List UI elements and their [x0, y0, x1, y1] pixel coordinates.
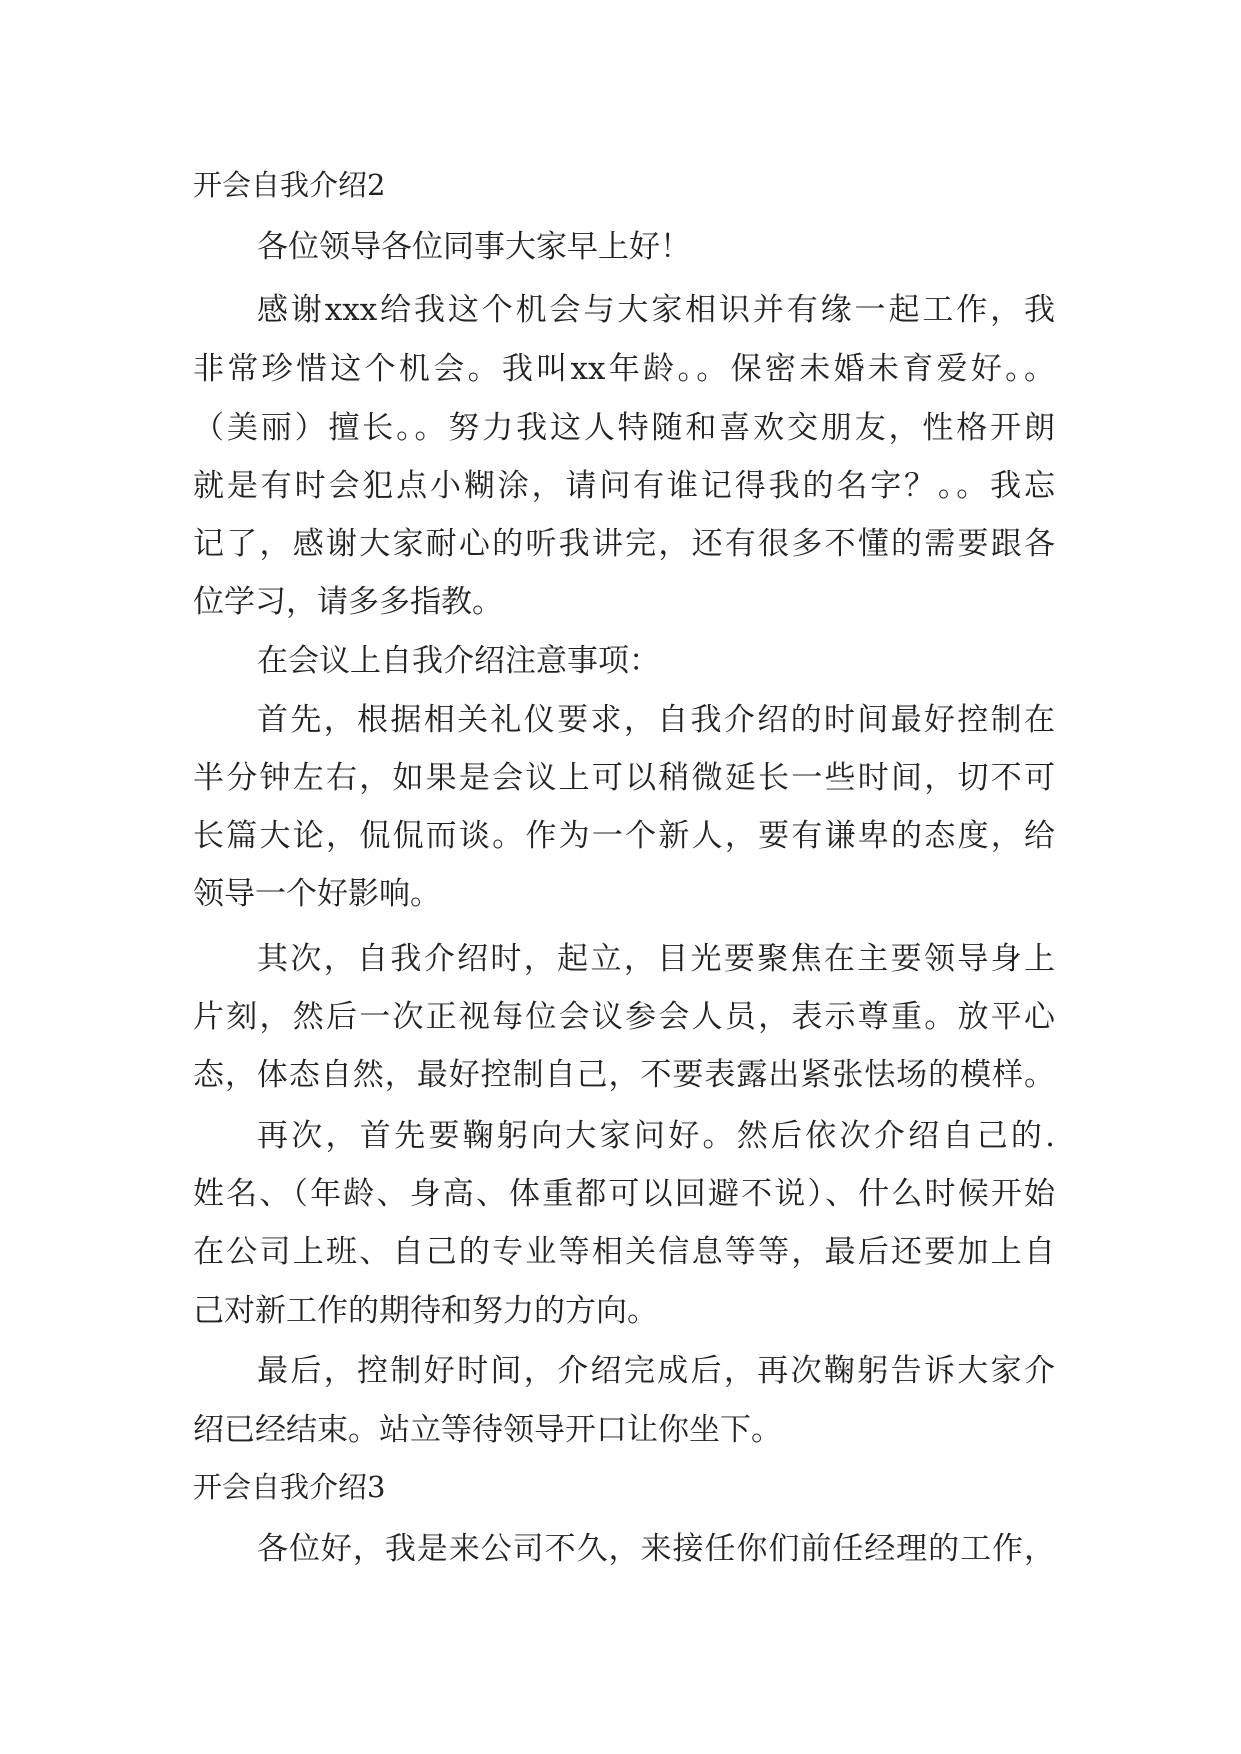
paragraph-line: 记了，感谢大家耐心的听我讲完，还有很多不懂的需要跟各: [193, 526, 1055, 562]
paragraph-line: 己对新工作的期待和努力的方向。: [193, 1293, 658, 1329]
paragraph-line: 长篇大论，侃侃而谈。作为一个新人，要有谦卑的态度，给: [193, 818, 1055, 854]
paragraph-line: 态，体态自然，最好控制自己，不要表露出紧张怯场的模样。: [193, 1057, 1055, 1093]
paragraph-line: 在公司上班、自己的专业等相关信息等等，最后还要加上自: [193, 1234, 1055, 1270]
paragraph-line: 姓名、（年龄、身高、体重都可以回避不说）、什么时候开始: [193, 1176, 1055, 1212]
paragraph-line: 非常珍惜这个机会。我叫xx年龄。。保密未婚未育爱好。。: [193, 351, 1055, 387]
paragraph-line: （美丽）擅长。。努力我这人特随和喜欢交朋友，性格开朗: [193, 410, 1055, 446]
paragraph-line: 其次，自我介绍时，起立，目光要聚焦在主要领导身上: [257, 941, 1055, 977]
paragraph-line: 各位好，我是来公司不久，来接任你们前任经理的工作，: [257, 1531, 1055, 1567]
paragraph-line: 在会议上自我介绍注意事项：: [257, 643, 660, 679]
paragraph-line: 领导一个好影响。: [193, 876, 441, 912]
section-heading: 开会自我介绍2: [193, 168, 386, 202]
section-heading: 开会自我介绍3: [193, 1470, 386, 1504]
paragraph-line: 片刻，然后一次正视每位会议参会人员，表示尊重。放平心: [193, 999, 1055, 1035]
paragraph-line: 感谢xxx给我这个机会与大家相识并有缘一起工作，我: [257, 292, 1055, 328]
paragraph-line: 最后，控制好时间，介绍完成后，再次鞠躬告诉大家介: [257, 1353, 1055, 1389]
paragraph-line: 首先，根据相关礼仪要求，自我介绍的时间最好控制在: [257, 702, 1055, 738]
paragraph-line: 就是有时会犯点小糊涂，请问有谁记得我的名字？。。我忘: [193, 468, 1055, 504]
paragraph-line: 各位领导各位同事大家早上好！: [257, 229, 691, 265]
paragraph-line: 绍已经结束。站立等待领导开口让你坐下。: [193, 1412, 782, 1448]
paragraph-line: 再次，首先要鞠躬向大家问好。然后依次介绍自己的.: [257, 1118, 1055, 1154]
paragraph-line: 位学习，请多多指教。: [193, 584, 503, 620]
paragraph-line: 半分钟左右，如果是会议上可以稍微延长一些时间，切不可: [193, 760, 1055, 796]
